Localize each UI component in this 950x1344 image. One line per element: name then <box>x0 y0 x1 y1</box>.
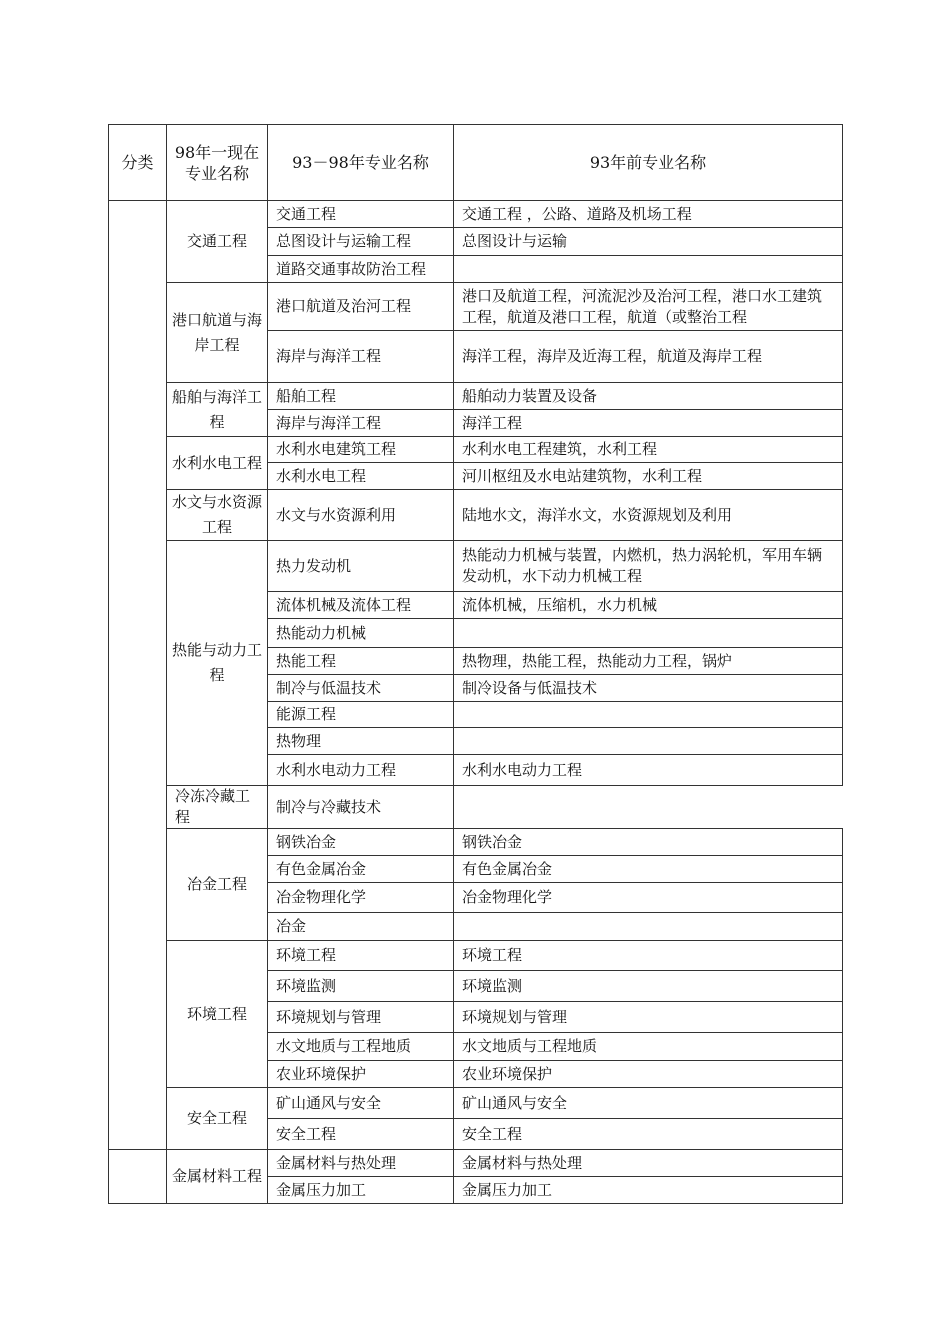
mid-specialty-cell: 热能工程 <box>268 648 454 675</box>
table-row <box>109 383 843 410</box>
pre-specialty-cell: 矿山通风与安全 <box>454 1088 843 1119</box>
mid-specialty-cell: 水文地质与工程地质 <box>268 1033 454 1061</box>
table-row <box>109 201 843 228</box>
pre-specialty-cell: 环境监测 <box>454 971 843 1002</box>
mid-specialty-cell: 农业环境保护 <box>268 1061 454 1088</box>
pre-specialty-cell: 海洋工程，海岸及近海工程，航道及海岸工程 <box>454 331 843 383</box>
category-cell <box>109 201 167 1150</box>
mid-specialty-cell: 金属压力加工 <box>268 1177 454 1204</box>
table-row <box>109 1088 843 1119</box>
pre-specialty-cell: 有色金属冶金 <box>454 856 843 883</box>
pre-specialty-cell: 制冷设备与低温技术 <box>454 675 843 702</box>
pre-specialty-cell: 农业环境保护 <box>454 1061 843 1088</box>
pre-specialty-cell: 金属材料与热处理 <box>454 1150 843 1177</box>
current-specialty-cell: 水文与水资源工程 <box>167 490 268 541</box>
current-specialty-cell: 港口航道与海岸工程 <box>167 283 268 383</box>
table-row <box>109 437 843 463</box>
table-row <box>109 941 843 971</box>
pre-specialty-cell <box>454 728 843 755</box>
mid-specialty-cell: 海岸与海洋工程 <box>268 410 454 437</box>
pre-specialty-cell: 水利水电工程建筑，水利工程 <box>454 437 843 463</box>
pre-specialty-cell: 钢铁冶金 <box>454 829 843 856</box>
mid-specialty-cell: 环境监测 <box>268 971 454 1002</box>
mid-specialty-cell: 冷冻冷藏工程 <box>167 786 268 829</box>
header-row <box>109 125 843 201</box>
header-pre-93-name: 93年前专业名称 <box>454 125 843 201</box>
mid-specialty-cell: 总图设计与运输工程 <box>268 228 454 256</box>
header-93-98-name: 93－98年专业名称 <box>268 125 454 201</box>
mid-specialty-cell: 矿山通风与安全 <box>268 1088 454 1119</box>
header-category: 分类 <box>109 125 167 201</box>
pre-specialty-cell: 河川枢纽及水电站建筑物，水利工程 <box>454 463 843 490</box>
table-body <box>109 201 843 1204</box>
mid-specialty-cell: 安全工程 <box>268 1119 454 1150</box>
specialty-table <box>108 124 843 1204</box>
pre-specialty-cell: 船舶动力装置及设备 <box>454 383 843 410</box>
current-specialty-cell: 环境工程 <box>167 941 268 1088</box>
mid-specialty-cell: 冶金物理化学 <box>268 883 454 913</box>
current-specialty-cell: 交通工程 <box>167 201 268 283</box>
current-specialty-cell: 安全工程 <box>167 1088 268 1150</box>
pre-specialty-cell: 水利水电动力工程 <box>454 755 843 786</box>
mid-specialty-cell: 水文与水资源利用 <box>268 490 454 541</box>
mid-specialty-cell: 冶金 <box>268 913 454 941</box>
pre-specialty-cell: 海洋工程 <box>454 410 843 437</box>
mid-specialty-cell: 热力发动机 <box>268 541 454 592</box>
mid-specialty-cell: 热能动力机械 <box>268 619 454 648</box>
table-row <box>109 541 843 592</box>
mid-specialty-cell: 热物理 <box>268 728 454 755</box>
pre-specialty-cell: 总图设计与运输 <box>454 228 843 256</box>
mid-specialty-cell: 水利水电工程 <box>268 463 454 490</box>
mid-specialty-cell: 船舶工程 <box>268 383 454 410</box>
mid-specialty-cell: 交通工程 <box>268 201 454 228</box>
mid-specialty-cell: 海岸与海洋工程 <box>268 331 454 383</box>
current-specialty-cell: 船舶与海洋工程 <box>167 383 268 437</box>
pre-specialty-cell: 安全工程 <box>454 1119 843 1150</box>
pre-specialty-cell <box>454 913 843 941</box>
mid-specialty-cell: 道路交通事故防治工程 <box>268 256 454 283</box>
table-row <box>109 490 843 541</box>
pre-specialty-cell: 陆地水文，海洋水文，水资源规划及利用 <box>454 490 843 541</box>
mid-specialty-cell: 流体机械及流体工程 <box>268 592 454 619</box>
mid-specialty-cell: 有色金属冶金 <box>268 856 454 883</box>
mid-specialty-cell: 水利水电动力工程 <box>268 755 454 786</box>
table-row <box>109 829 843 856</box>
pre-specialty-cell: 环境工程 <box>454 941 843 971</box>
current-specialty-cell: 金属材料工程 <box>167 1150 268 1204</box>
mid-specialty-cell: 环境规划与管理 <box>268 1002 454 1033</box>
pre-specialty-cell: 金属压力加工 <box>454 1177 843 1204</box>
table-row <box>109 283 843 331</box>
header-current-name: 98年一现在专业名称 <box>167 125 268 201</box>
mid-specialty-cell: 能源工程 <box>268 702 454 728</box>
pre-specialty-cell: 水文地质与工程地质 <box>454 1033 843 1061</box>
table-row <box>109 786 843 829</box>
pre-specialty-cell: 流体机械，压缩机，水力机械 <box>454 592 843 619</box>
pre-specialty-cell <box>454 702 843 728</box>
mid-specialty-cell: 港口航道及治河工程 <box>268 283 454 331</box>
mid-specialty-cell: 金属材料与热处理 <box>268 1150 454 1177</box>
current-specialty-cell: 热能与动力工程 <box>167 541 268 786</box>
pre-specialty-cell <box>454 256 843 283</box>
pre-specialty-cell <box>454 619 843 648</box>
pre-specialty-cell: 港口及航道工程，河流泥沙及治河工程，港口水工建筑工程，航道及港口工程，航道（或整治工程 <box>454 283 843 331</box>
pre-specialty-cell: 热能动力机械与装置，内燃机，热力涡轮机，军用车辆发动机，水下动力机械工程 <box>454 541 843 592</box>
pre-specialty-cell: 热物理，热能工程，热能动力工程，锅炉 <box>454 648 843 675</box>
mid-specialty-cell: 水利水电建筑工程 <box>268 437 454 463</box>
mid-specialty-cell: 制冷与低温技术 <box>268 675 454 702</box>
pre-specialty-cell: 交通工程 ，公路、道路及机场工程 <box>454 201 843 228</box>
mid-specialty-cell: 钢铁冶金 <box>268 829 454 856</box>
current-specialty-cell: 水利水电工程 <box>167 437 268 490</box>
mid-specialty-cell: 环境工程 <box>268 941 454 971</box>
pre-specialty-cell: 冶金物理化学 <box>454 883 843 913</box>
pre-specialty-cell: 制冷与冷藏技术 <box>268 786 454 829</box>
pre-specialty-cell: 环境规划与管理 <box>454 1002 843 1033</box>
category-cell <box>109 1150 167 1204</box>
current-specialty-cell: 冶金工程 <box>167 829 268 941</box>
table-row <box>109 1150 843 1177</box>
